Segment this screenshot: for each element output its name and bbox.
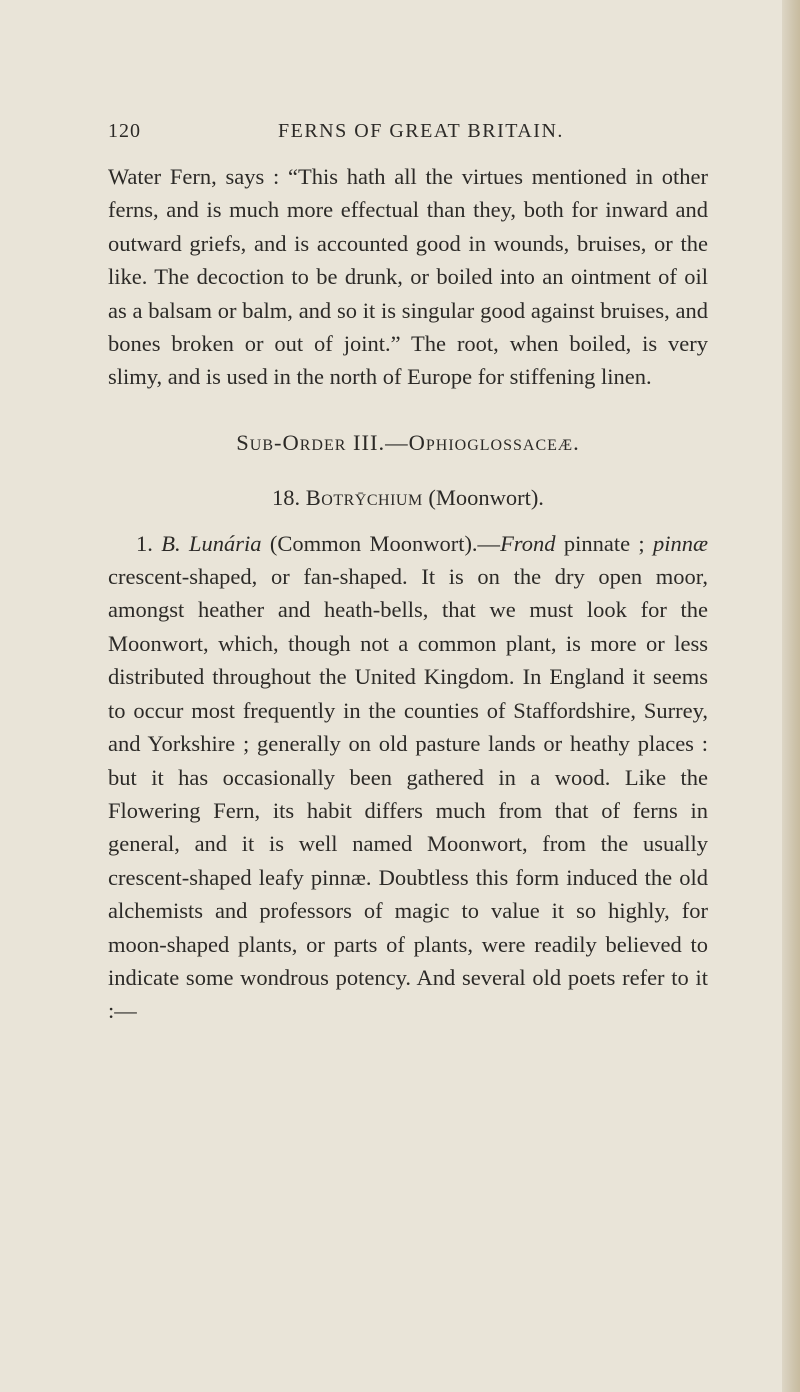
- species-name: B. Lunária: [161, 530, 262, 556]
- paragraph-water-fern: Water Fern, says : “This hath all the virtues mentioned in other ferns, and is much more effectual than they, both for inward and outward griefs, and is accounted good in wounds, bruises, or the like. The decoction to be drunk, or boiled into an ointment of oil as a balsam or balm, and so it is singular good against bruises, and bones broken or out of joint.” The root, when boiled, is very slimy, and is used in the north of Europe for stiffening linen.: [108, 164, 708, 390]
- genus-heading: [108, 481, 708, 514]
- species-paragraph: [108, 527, 708, 1028]
- frond-label: Frond: [500, 530, 556, 556]
- genus-common-name: (Moonwort).: [428, 485, 544, 511]
- page-edge: [782, 0, 800, 1392]
- genus-name: Botrȳchium: [305, 485, 423, 511]
- suborder-heading: Sub-Order III.—Ophioglossaceæ.: [236, 429, 580, 455]
- page-number: 120: [108, 120, 141, 142]
- species-number: 1.: [136, 530, 153, 556]
- pinnae-label: pinnæ: [653, 530, 709, 556]
- running-title: FERNS OF GREAT BRITAIN.: [278, 120, 564, 142]
- species-text: crescent-shaped, or fan-shaped. It is on the dry open moor, amongst heather and heath-bells, that we must look for the Moonwort, which, though not a common plant, is more or less distributed throughout the United Kingdom. In England it seems to occur most frequently in the counties of Staffordshire, Surrey, and Yorkshire ; generally on old pasture lands or heathy places : but it has occasionally been gathered in a wood. Like the Flowering Fern, its habit differs much from that of ferns in general, and it is well named Moonwort, from the usually crescent-shaped leafy pinnæ. Doubtless this form induced the old alchemists and professors of magic to value it so highly, for moon-shaped plants, or parts of plants, were readily believed to indicate some wondrous potency. And several old poets refer to it :—: [108, 564, 708, 1024]
- page-header: [108, 120, 708, 150]
- genus-number: 18.: [272, 485, 301, 511]
- body-text: [108, 160, 708, 1028]
- frond-description: pinnate ;: [555, 530, 645, 556]
- species-common-name: (Common Moonwort).—: [269, 530, 501, 556]
